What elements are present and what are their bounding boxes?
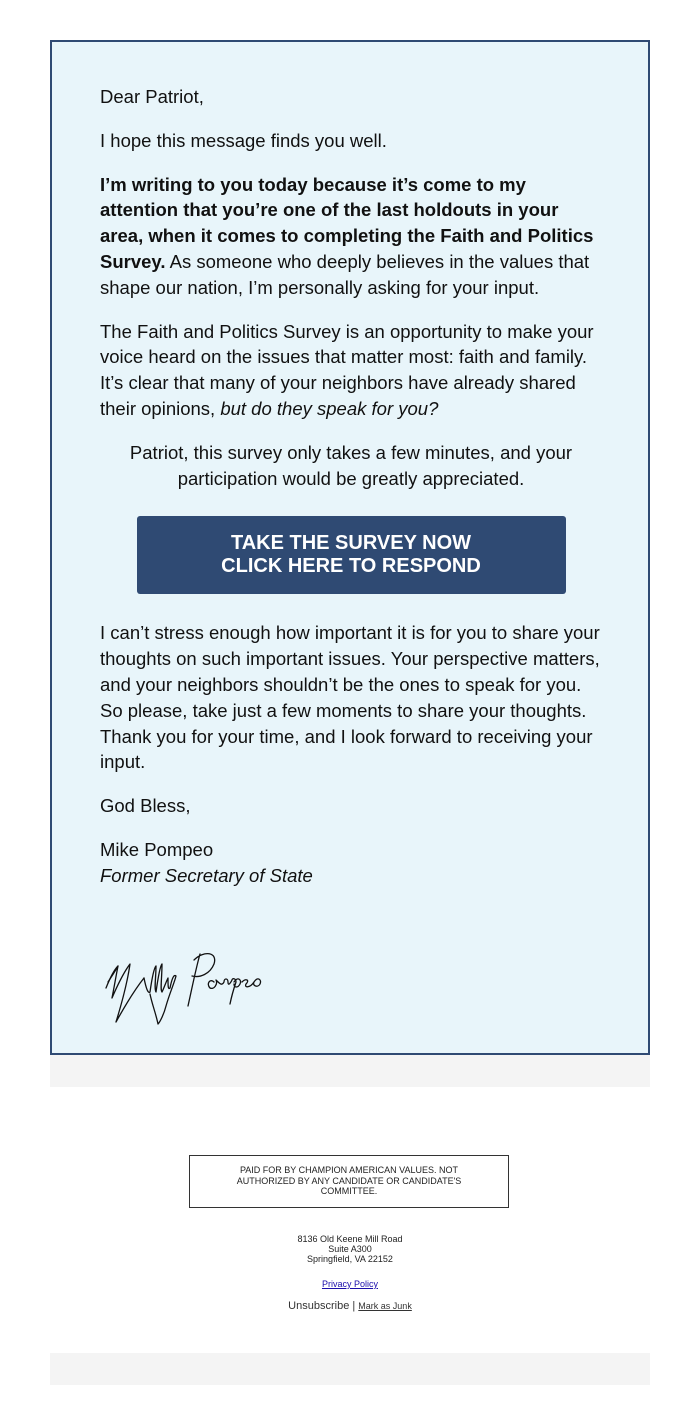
- paragraph-centered: Patriot, this survey only takes a few minutes, and your participation would be greatly appreciated.: [129, 441, 573, 489]
- signer-name: Mike Pompeo: [100, 838, 214, 860]
- link-separator: |: [352, 1300, 356, 1312]
- privacy-policy-link[interactable]: Privacy Policy: [321, 1279, 378, 1289]
- mailing-address: [0, 1234, 700, 1265]
- cta-line-2: CLICK HERE TO RESPOND: [221, 555, 481, 578]
- unsubscribe-link[interactable]: Unsubscribe: [288, 1300, 350, 1312]
- address-line-2: Suite A300: [328, 1244, 372, 1255]
- signer-block: [100, 837, 602, 889]
- address-line-3: Springfield, VA 22152: [307, 1254, 393, 1265]
- take-survey-button[interactable]: [137, 516, 566, 594]
- paid-for-disclaimer: PAID FOR BY CHAMPION AMERICAN VALUES. NOT AUTHORIZED BY ANY CANDIDATE OR CANDIDATE'S COMMITTEE.: [189, 1155, 509, 1208]
- paragraph-survey-main: The Faith and Politics Survey is an opportunity to make your voice heard on the issues that matter most: faith and family. It’s clear that many of your neighbors have already shared their opinions,: [100, 320, 594, 419]
- paragraph-survey-italic: but do they speak for you?: [220, 397, 439, 419]
- paragraph-holdout: [100, 172, 602, 301]
- privacy-row: [0, 1279, 700, 1289]
- paragraph-holdout-bold: I’m writing to you today because it’s come to my attention that you’re one of the last holdouts in your area, when it comes to completing the Faith and Politics Survey.: [100, 173, 594, 272]
- letter-card: [50, 40, 650, 1055]
- mark-as-junk-link[interactable]: Mark as Junk: [358, 1301, 412, 1311]
- greeting: Dear Patriot,: [100, 86, 204, 107]
- paragraph-importance: I can’t stress enough how important it is for you to share your thoughts on such important issues. Your perspective matters, and your neighbors shouldn’t be the ones to speak for you. So please, take just a few moments to share your thoughts. Thank you for your time, and I look forward to receiving your input.: [100, 622, 600, 773]
- closing: God Bless,: [100, 795, 191, 817]
- paragraph-holdout-rest: As someone who deeply believes in the values that shape our nation, I’m personally asking for your input.: [100, 250, 590, 298]
- footer-spacer-top: [50, 1055, 650, 1087]
- signer-title: Former Secretary of State: [100, 864, 313, 886]
- cta-line-1: TAKE THE SURVEY NOW: [230, 532, 472, 555]
- letter-body: [100, 84, 602, 907]
- unsubscribe-row: [0, 1300, 700, 1312]
- signature-image: [104, 948, 264, 1030]
- address-line-1: 8136 Old Keene Mill Road: [297, 1234, 403, 1244]
- intro-paragraph: I hope this message finds you well.: [100, 129, 387, 151]
- paragraph-survey: [100, 319, 602, 422]
- footer-spacer-bottom: [50, 1353, 650, 1385]
